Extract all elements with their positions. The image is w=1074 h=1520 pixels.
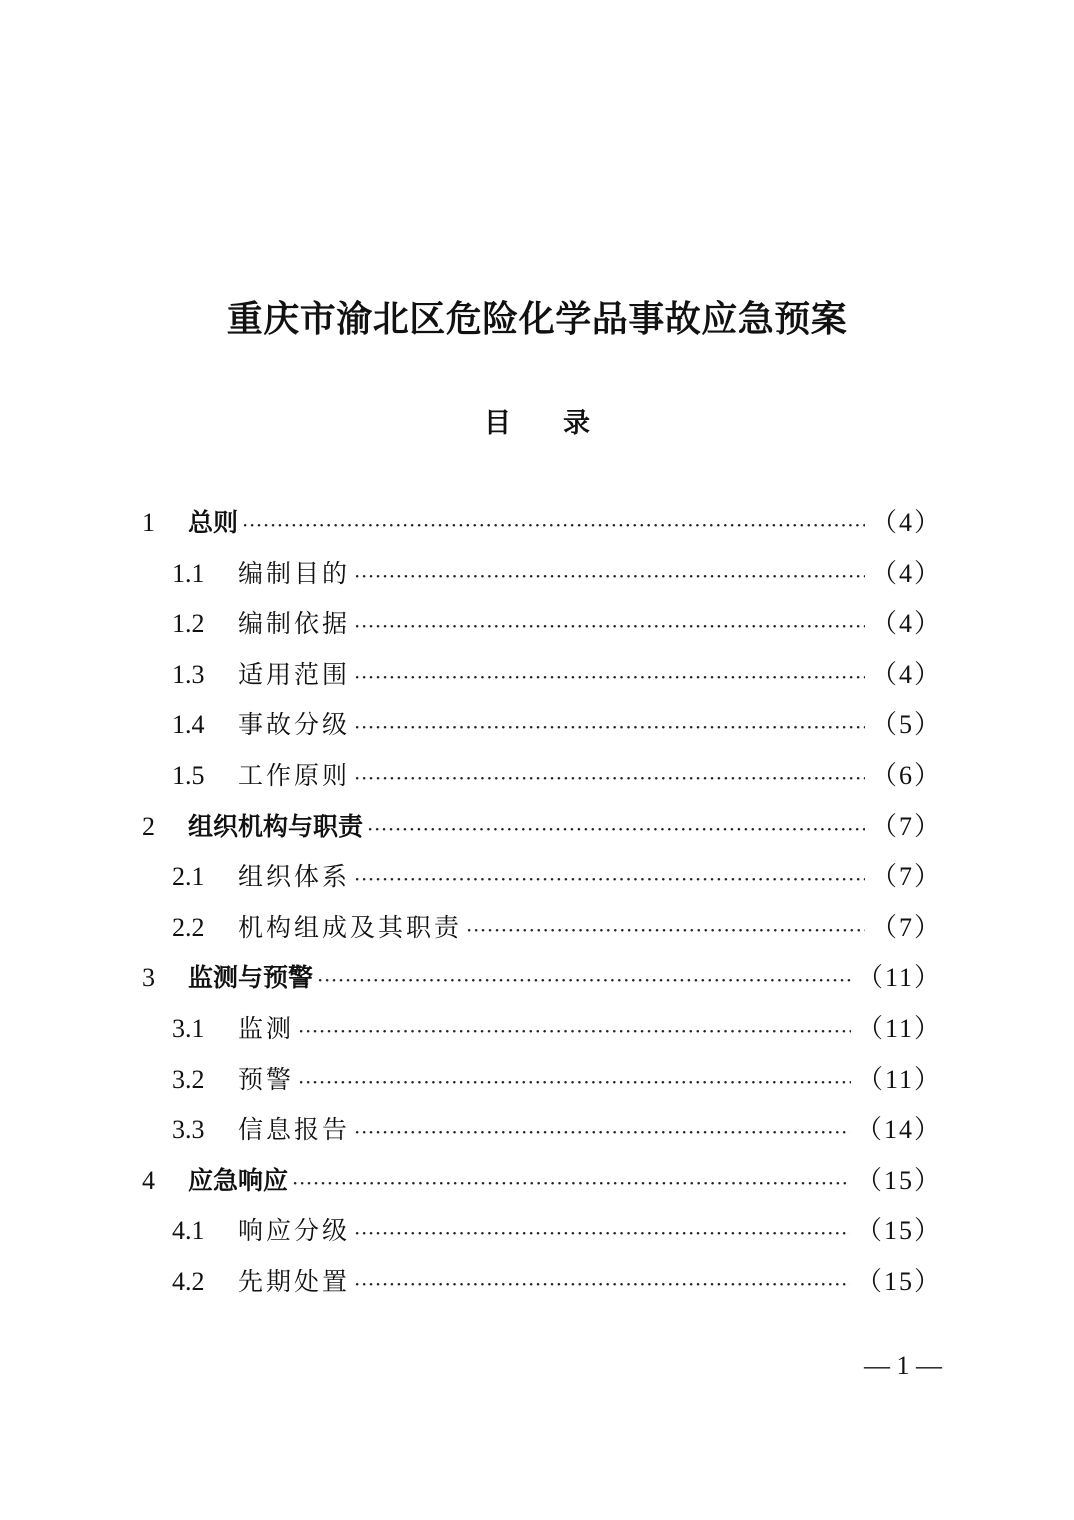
toc-dot-leader — [466, 908, 865, 948]
toc-entry[interactable] — [142, 807, 942, 847]
toc-entry-page: （4） — [870, 659, 942, 689]
toc-entry-number: 1.5 — [172, 761, 205, 790]
toc-entry-label: 应急响应 — [188, 1165, 289, 1195]
toc-dot-leader — [354, 1110, 850, 1150]
toc-entry-label: 组织机构与职责 — [188, 811, 364, 841]
toc-entry-page: （5） — [870, 710, 942, 740]
toc-entry-page: （7） — [870, 862, 942, 892]
toc-entry-number: 1.4 — [172, 710, 205, 740]
toc-entry-number: 3.2 — [172, 1064, 205, 1094]
toc-dot-leader — [354, 857, 865, 897]
toc-dot-leader — [354, 604, 865, 644]
toc-entry[interactable] — [172, 908, 942, 948]
toc-entry[interactable] — [142, 503, 942, 543]
toc-entry-page: （6） — [870, 761, 942, 790]
toc-entry[interactable] — [172, 604, 942, 644]
toc-entry-number: 1.1 — [172, 558, 205, 588]
toc-entry[interactable] — [172, 554, 942, 594]
toc-entry-page: （11） — [856, 1064, 942, 1094]
toc-entry-number: 1.2 — [172, 609, 205, 639]
toc-entry-number: 4.1 — [172, 1216, 205, 1246]
toc-entry-label: 响应分级 — [238, 1216, 351, 1246]
toc-entry-page: （4） — [870, 558, 942, 588]
toc-heading: 目录 — [484, 408, 642, 439]
page-number-footer: — 1 — — [864, 1351, 942, 1380]
toc-entry-number: 1 — [142, 508, 155, 537]
toc-entry[interactable] — [172, 1060, 942, 1100]
toc-entry-label: 信息报告 — [238, 1115, 351, 1145]
toc-entry-number: 4.2 — [172, 1267, 205, 1296]
toc-entry-label: 总则 — [188, 508, 239, 537]
toc-entry-number: 3.1 — [172, 1014, 205, 1043]
toc-entry-page: （11） — [856, 963, 942, 993]
toc-entry-page: （7） — [870, 811, 942, 841]
toc-entry-label: 适用范围 — [238, 659, 351, 689]
toc-dot-leader — [367, 807, 865, 847]
toc-dot-leader — [292, 1161, 850, 1201]
toc-entry[interactable] — [172, 1110, 942, 1150]
toc-entry-label: 监测 — [238, 1014, 295, 1043]
toc-entry-page: （7） — [870, 912, 942, 942]
toc-entry-label: 工作原则 — [238, 761, 351, 790]
toc-entry-label: 组织体系 — [238, 862, 351, 892]
document-title: 重庆市渝北区危险化学品事故应急预案 — [226, 299, 848, 340]
toc-entry[interactable] — [172, 655, 942, 695]
toc-entry-number: 1.3 — [172, 659, 205, 689]
toc-entry[interactable] — [172, 1009, 942, 1049]
toc-entry-label: 先期处置 — [238, 1267, 351, 1296]
toc-entry-label: 监测与预警 — [188, 963, 314, 993]
toc-entry-page: （15） — [855, 1267, 942, 1296]
toc-dot-leader — [298, 1009, 851, 1049]
toc-entry-number: 2.2 — [172, 912, 205, 942]
toc-dot-leader — [354, 1211, 850, 1251]
toc-entry-label: 编制目的 — [238, 558, 351, 588]
toc-entry-number: 2.1 — [172, 862, 205, 892]
toc-dot-leader — [317, 958, 851, 998]
toc-entry[interactable] — [172, 705, 942, 745]
toc-entry-page: （15） — [855, 1165, 942, 1195]
toc-dot-leader — [242, 503, 865, 543]
toc-entry[interactable] — [142, 1161, 942, 1201]
toc-entry-number: 3.3 — [172, 1115, 205, 1145]
toc-entry-label: 编制依据 — [238, 609, 351, 639]
toc-entry-page: （14） — [855, 1115, 942, 1145]
toc-entry-page: （11） — [856, 1014, 942, 1043]
toc-entry[interactable] — [142, 958, 942, 998]
toc-entry-label: 预警 — [238, 1064, 295, 1094]
toc-dot-leader — [354, 554, 865, 594]
toc-entry-number: 4 — [142, 1165, 155, 1195]
toc-entry-number: 3 — [142, 963, 155, 993]
toc-entry-page: （4） — [870, 508, 942, 537]
toc-dot-leader — [354, 756, 865, 796]
toc-entry[interactable] — [172, 857, 942, 897]
toc-dot-leader — [354, 1262, 850, 1302]
toc-dot-leader — [298, 1060, 851, 1100]
toc-entry-number: 2 — [142, 811, 155, 841]
toc-entry-label: 机构组成及其职责 — [238, 912, 463, 942]
toc-entry-page: （15） — [855, 1216, 942, 1246]
toc-entry-label: 事故分级 — [238, 710, 351, 740]
toc-entry-page: （4） — [870, 609, 942, 639]
toc-entry[interactable] — [172, 1262, 942, 1302]
toc-dot-leader — [354, 705, 865, 745]
toc-entry[interactable] — [172, 756, 942, 796]
toc-dot-leader — [354, 655, 865, 695]
toc-entry[interactable] — [172, 1211, 942, 1251]
